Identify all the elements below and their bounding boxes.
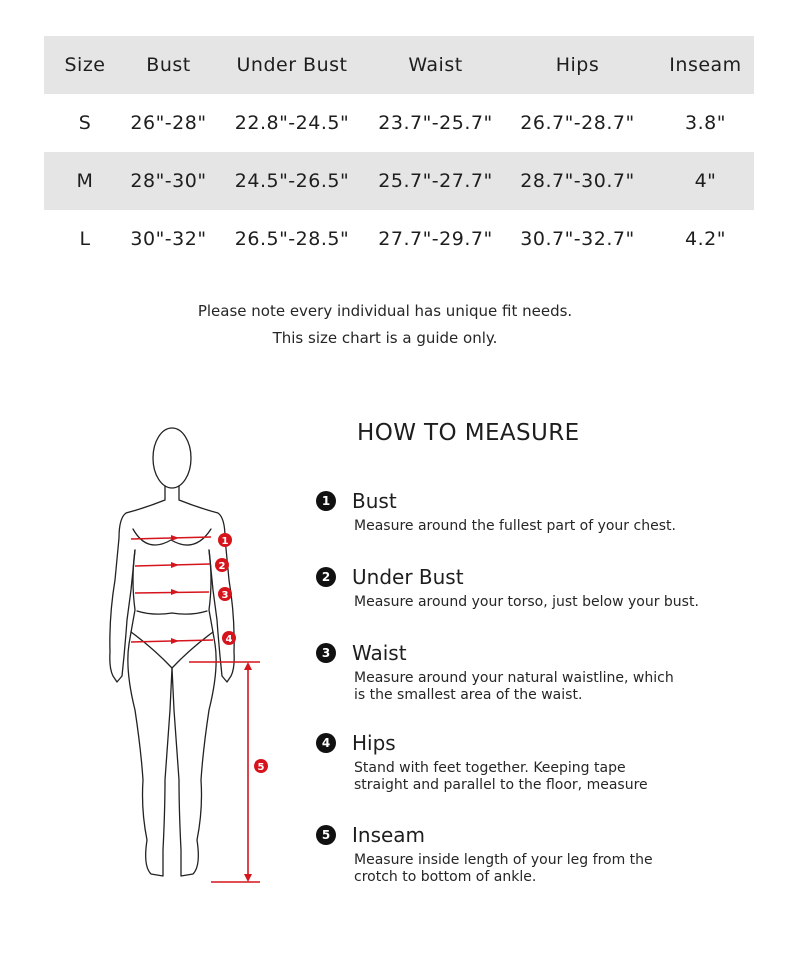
number-5-icon: 5: [316, 825, 336, 845]
svg-text:2: 2: [218, 561, 226, 572]
step-description: Measure around the fullest part of your chest.: [354, 518, 676, 534]
table-cell: 26"-28": [130, 112, 207, 134]
table-cell: S: [78, 112, 92, 134]
step-bust: [316, 488, 756, 535]
table-cell: 27.7"-29.7": [378, 228, 493, 250]
step-description: Stand with feet together. Keeping tape straight and parallel to the floor, measure: [354, 760, 648, 793]
step-title: Waist: [352, 641, 407, 665]
number-3-icon: 3: [316, 643, 336, 663]
step-title: Under Bust: [352, 565, 464, 589]
measurement-lines: [131, 537, 260, 882]
marker-3-icon: [218, 587, 232, 601]
step-under-bust: [316, 564, 756, 611]
svg-text:5: 5: [257, 762, 265, 773]
body-measurement-figure: [95, 420, 285, 890]
marker-5-icon: [254, 759, 268, 773]
step-waist: [316, 640, 756, 704]
body-outline: [110, 428, 234, 876]
table-cell: 23.7"-25.7": [378, 112, 493, 134]
number-1-icon: 1: [316, 491, 336, 511]
table-cell: 4.2": [685, 228, 726, 250]
guide-note: This size chart is a guide only.: [272, 329, 498, 347]
marker-1-icon: [218, 533, 232, 547]
step-title: Hips: [352, 731, 396, 755]
marker-2-icon: [215, 558, 229, 572]
step-description: Measure around your natural waistline, which is the smallest area of the waist.: [354, 670, 674, 703]
table-cell: 24.5"-26.5": [211, 152, 373, 210]
table-cell: 26.5"-28.5": [234, 228, 350, 250]
marker-4-icon: [222, 631, 236, 645]
header-size: Size: [44, 36, 126, 94]
step-description: Measure around your torso, just below your bust.: [354, 594, 699, 610]
step-title: Bust: [352, 489, 397, 513]
header-hips: Hips: [498, 36, 657, 94]
table-cell: L: [79, 228, 91, 250]
how-to-measure-title: HOW TO MEASURE: [357, 420, 580, 446]
header-bust: Bust: [126, 36, 211, 94]
svg-text:4: 4: [225, 634, 233, 645]
svg-text:1: 1: [221, 536, 229, 547]
step-description: Measure inside length of your leg from the crotch to bottom of ankle.: [354, 852, 653, 885]
table-header-row: [44, 36, 754, 94]
table-cell: 30.7"-32.7": [520, 228, 635, 250]
step-hips: [316, 730, 756, 794]
fit-note: Please note every individual has unique fit needs.: [197, 302, 573, 320]
size-chart-table: [44, 36, 754, 268]
table-cell: 25.7"-27.7": [373, 152, 498, 210]
table-cell: 28"-30": [126, 152, 211, 210]
header-under-bust: Under Bust: [211, 36, 373, 94]
number-4-icon: 4: [316, 733, 336, 753]
table-cell: 30"-32": [130, 228, 207, 250]
table-cell: 3.8": [685, 112, 726, 134]
table-row: [44, 94, 754, 152]
table-row: [44, 152, 754, 210]
table-cell: 26.7"-28.7": [520, 112, 635, 134]
svg-text:3: 3: [221, 590, 229, 601]
number-2-icon: 2: [316, 567, 336, 587]
table-cell: 28.7"-30.7": [498, 152, 657, 210]
table-cell: M: [44, 152, 126, 210]
table-cell: 4": [657, 152, 754, 210]
step-title: Inseam: [352, 823, 426, 847]
header-inseam: Inseam: [657, 36, 754, 94]
table-cell: 22.8"-24.5": [234, 112, 350, 134]
table-row: [44, 210, 754, 268]
step-inseam: [316, 822, 756, 886]
header-waist: Waist: [373, 36, 498, 94]
